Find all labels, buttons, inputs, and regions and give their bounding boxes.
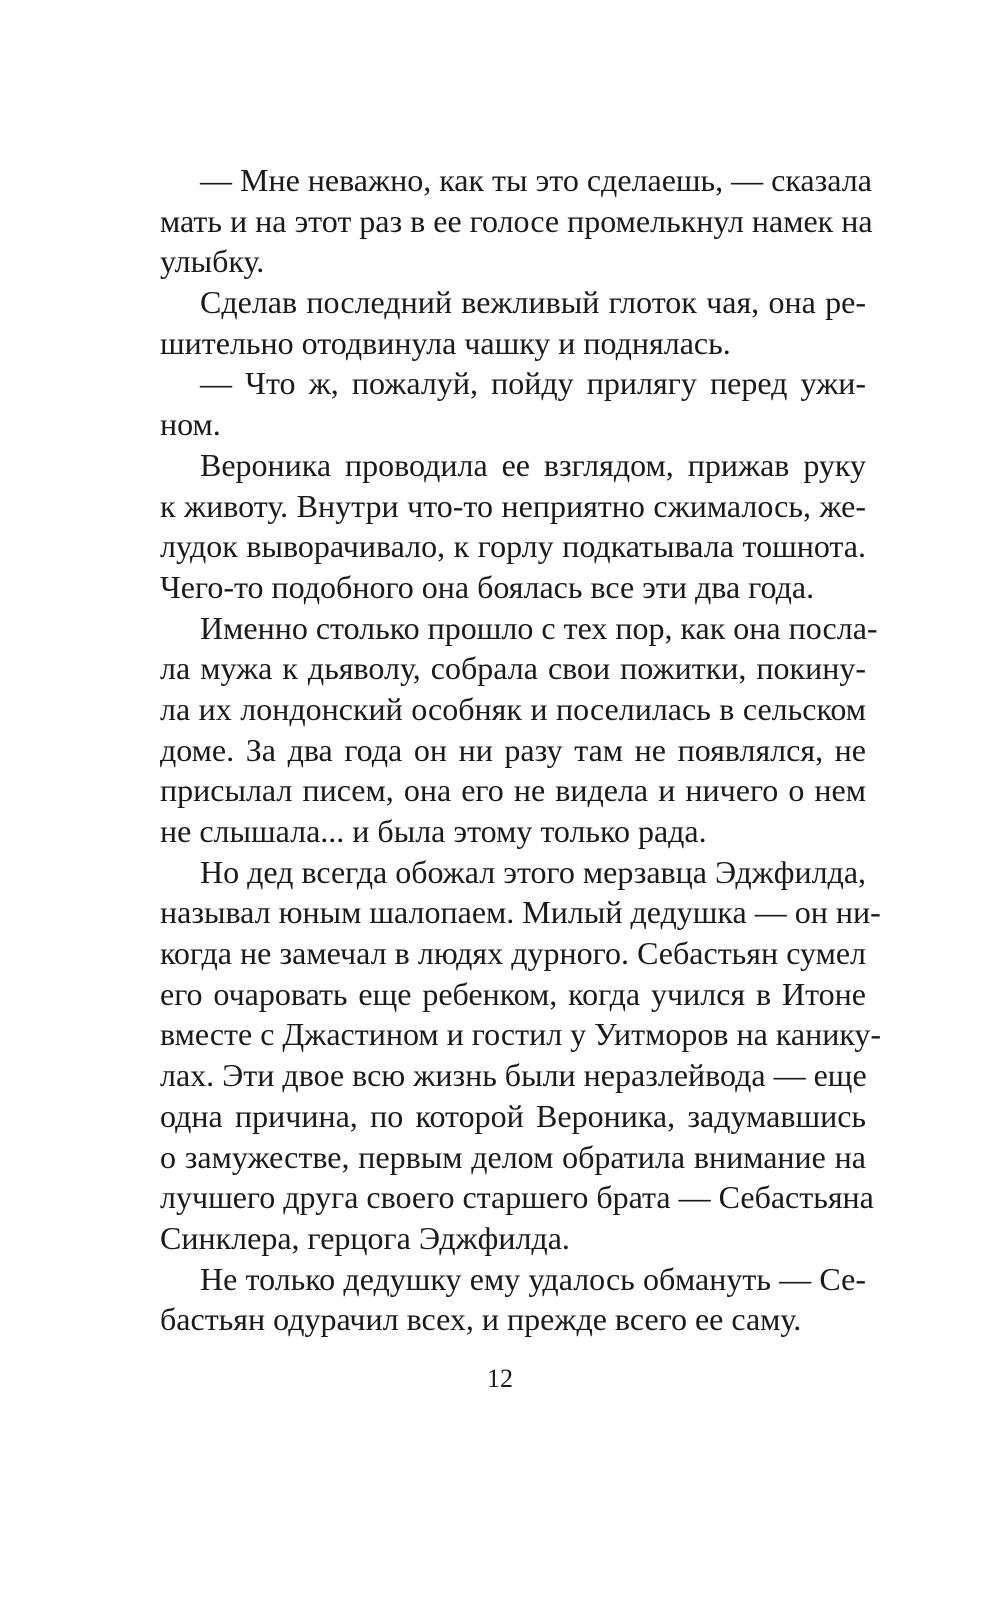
- text-line: — Что ж, пожалуй, пойду прилягу перед ужи-: [200, 365, 866, 402]
- text-line: ла мужа к дьяволу, собрала свои пожитки, покину-: [160, 650, 866, 687]
- text-line: ном.: [160, 406, 221, 443]
- text-line: называл юным шалопаем. Милый дедушка — он ни-: [160, 894, 881, 931]
- text-line: Именно столько прошло с тех пор, как она посла-: [200, 609, 878, 646]
- text-line: улыбку.: [160, 243, 265, 280]
- text-line: бастьян одурачил всех, и прежде всего ее саму.: [160, 1301, 802, 1338]
- paragraph: [160, 160, 873, 282]
- paragraph: [160, 852, 882, 1259]
- text-line: — Мне неважно, как ты это сделаешь, — сказала: [200, 162, 872, 198]
- text-line: лудок выворачивало, к горлу подкатывала тошнота.: [160, 528, 866, 565]
- paragraph: [160, 608, 878, 852]
- text-line: о замужестве, первым делом обратила внимание на: [160, 1138, 866, 1175]
- text-line: лучшего друга своего старшего брата — Себастьяна: [160, 1179, 874, 1216]
- text-line: Чего-то подобного она боялась все эти два года.: [160, 568, 815, 605]
- text-line: шительно отодвинула чашку и поднялась.: [160, 324, 731, 361]
- page-number: 12: [487, 1364, 513, 1393]
- text-line: мать и на этот раз в ее голосе промелькнул намек на: [160, 202, 873, 239]
- paragraph: [160, 282, 866, 363]
- text-line: Не только дедушку ему удалось обмануть — Се-: [200, 1260, 866, 1297]
- paragraph: [160, 445, 866, 608]
- text-line: лах. Эти двое всю жизнь были неразлейвода — еще: [160, 1057, 867, 1094]
- text-line: к животу. Внутри что-то неприятно сжималось, же-: [160, 487, 866, 524]
- text-line: вместе с Джастином и гостил у Уитморов на канику-: [160, 1016, 882, 1053]
- text-line: Синклера, герцога Эджфилда.: [160, 1219, 570, 1256]
- text-line: доме. За два года он ни разу там не появлялся, не: [160, 731, 866, 768]
- text-line: Но дед всегда обожал этого мерзавца Эджфилда,: [200, 853, 867, 890]
- text-line: Сделав последний вежливый глоток чая, она ре-: [200, 284, 866, 321]
- text-line: Вероника проводила ее взглядом, прижав руку: [200, 446, 866, 483]
- text-line: одна причина, по которой Вероника, задумавшись: [160, 1097, 866, 1134]
- text-line: ла их лондонский особняк и поселилась в сельском: [160, 690, 866, 727]
- page-body: [160, 160, 882, 1340]
- text-line: не слышала... и была этому только рада.: [160, 813, 707, 849]
- paragraph: [160, 1259, 866, 1340]
- text-line: когда не замечал в людях дурного. Себастьян сумел: [160, 935, 866, 972]
- text-line: присылал писем, она его не видела и ничего о нем: [160, 772, 866, 809]
- text-line: его очаровать еще ребенком, когда учился в Итоне: [160, 975, 866, 1012]
- paragraph: [160, 363, 866, 444]
